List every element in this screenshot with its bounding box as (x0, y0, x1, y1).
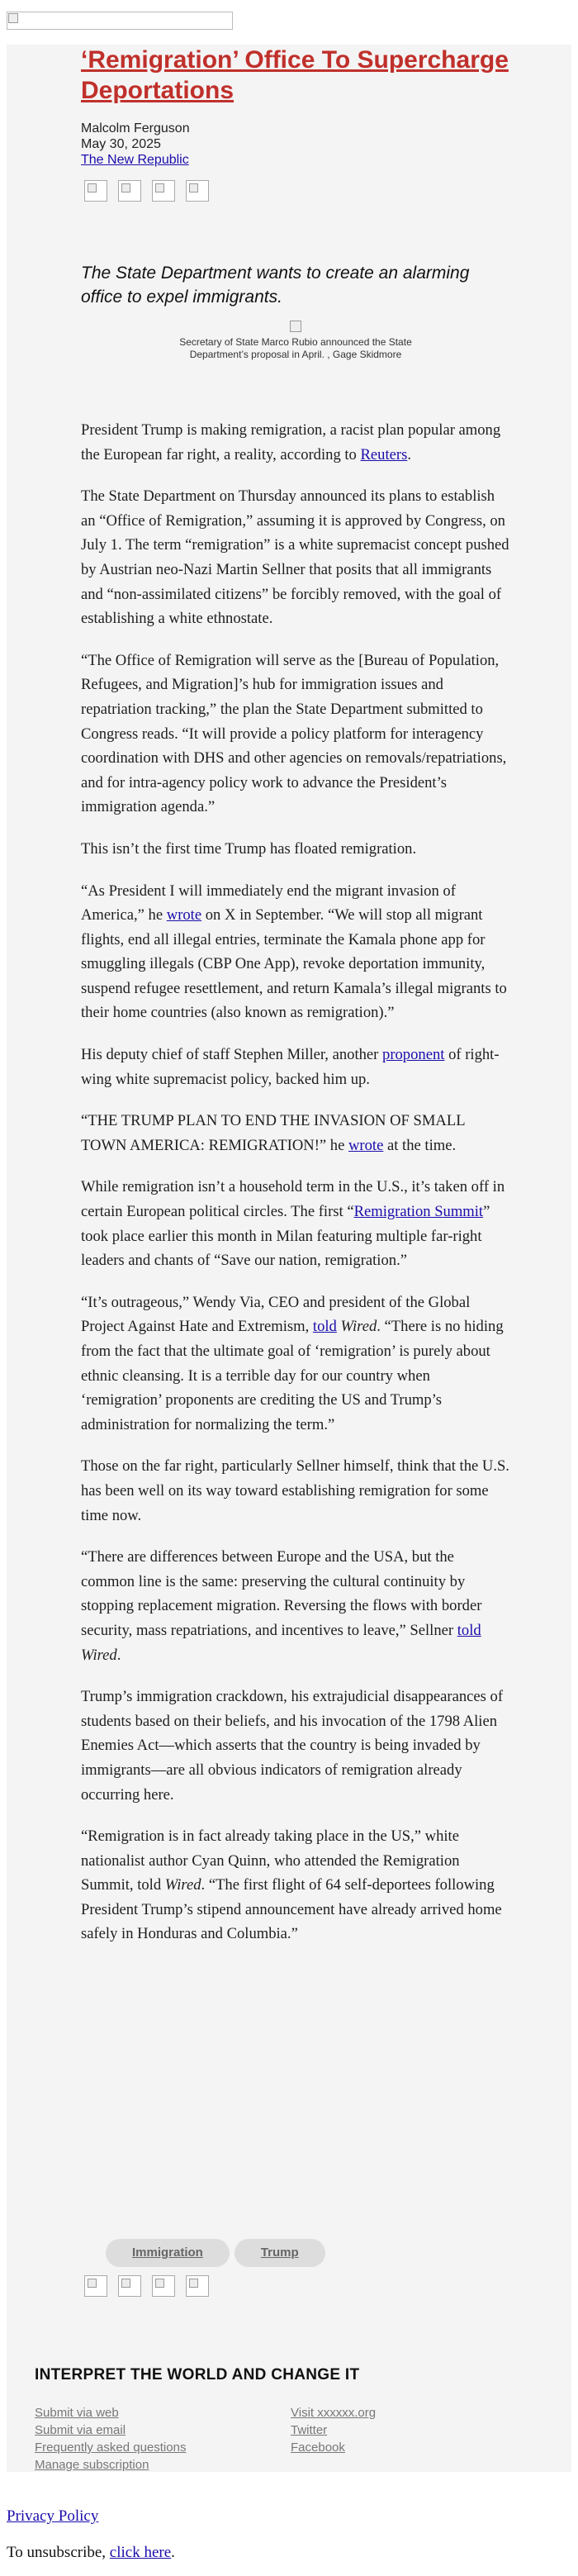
image-caption: Secretary of State Marco Rubio announced the State Department’s proposal in April. , Gage Skidmore (179, 336, 412, 360)
paragraph: “Remigration is in fact already taking place in the US,” white nationalist author Cyan Quinn, who attended the Remigration Summit, told Wired. “The first flight of 64 self-deportees following President Trump’s stipend announcement have already arrived home safely in Honduras and Columbia.” (81, 1827, 502, 1943)
tag-immigration[interactable]: Immigration (106, 2239, 230, 2267)
paragraph: This isn’t the first time Trump has floated remigration. (81, 839, 417, 858)
footer-title: INTERPRET THE WORLD AND CHANGE IT (35, 2366, 360, 2384)
twitter-link[interactable]: Twitter (291, 2423, 328, 2437)
unsubscribe-link[interactable]: click here (109, 2544, 172, 2561)
paragraph: President Trump is making remigration, a racist plan popular among the European far right, a reality, according to Reuters. (81, 421, 501, 463)
share-icon[interactable] (152, 180, 175, 202)
wrote-link[interactable]: wrote (166, 906, 202, 924)
privacy-policy-link[interactable]: Privacy Policy (7, 2507, 99, 2525)
footer-links-left (35, 2404, 291, 2474)
share-icons-top (84, 180, 209, 202)
share-icon[interactable] (186, 2275, 209, 2297)
privacy-row (7, 2507, 98, 2526)
faq-link[interactable]: Frequently asked questions (35, 2441, 187, 2455)
footer-links-right (291, 2404, 547, 2474)
visit-site-link[interactable]: Visit xxxxxx.org (291, 2406, 377, 2420)
reuters-link[interactable]: Reuters (360, 445, 408, 463)
remigration-summit-link[interactable]: Remigration Summit (353, 1203, 484, 1221)
proponent-link[interactable]: proponent (382, 1046, 445, 1064)
submit-web-link[interactable]: Submit via web (35, 2406, 119, 2420)
paragraph: “It’s outrageous,” Wendy Via, CEO and president of the Global Project Against Hate and Extremism, told Wired. “There is no hiding from the fact that the ultimate goal of ‘remigration’ is purely about ethnic cleansing. It is a terrible day for our country when ‘remigration’ proponents are crediting the US and Trump’s administration for normalizing the term.” (81, 1293, 504, 1433)
paragraph: “THE TRUMP PLAN TO END THE INVASION OF SMALL TOWN AMERICA: REMIGRATION!” he wrote at the time. (81, 1112, 465, 1154)
publish-date: May 30, 2025 (81, 137, 161, 151)
told-link[interactable]: told (312, 1318, 337, 1336)
told-link[interactable]: told (457, 1621, 481, 1639)
share-icon[interactable] (84, 180, 107, 202)
publication-link[interactable]: The New Republic (81, 153, 189, 167)
tag-trump[interactable]: Trump (235, 2239, 325, 2267)
paragraph: “The Office of Remigration will serve as the [Bureau of Population, Refugees, and Migration]’s hub for immigration issues and repatriation tracking,” the plan the State Department submitted to Congress reads. “It will provide a policy platform for interagency coordination with DHS and other agencies on removals/repatriations, and for intra-agency policy work to advance the President’s immigration agenda.” (81, 651, 507, 816)
newsletter-footer (35, 2366, 547, 2474)
article-meta (81, 121, 190, 168)
article-body (81, 418, 510, 1964)
article-image (172, 321, 419, 361)
paragraph: His deputy chief of staff Stephen Miller, another proponent of right-wing white supremacist policy, backed him up. (81, 1046, 500, 1088)
paragraph: While remigration isn’t a household term in the U.S., it’s taken off in certain European political circles. The first “Remigration Summit” took place earlier this month in Milan featuring multiple far-right leaders and chants of “Save our nation, remigration.” (81, 1178, 505, 1270)
newsletter-logo[interactable] (7, 12, 233, 30)
wrote-link[interactable]: wrote (348, 1136, 384, 1154)
facebook-link[interactable]: Facebook (291, 2441, 345, 2455)
paragraph: “As President I will immediately end the migrant invasion of America,” he wrote on X in September. “We will stop all migrant flights, end all illegal entries, terminate the Kamala phone app for smuggling illegals (CBP One App), revoke deportation immunity, suspend refugee resettlement, and return Kamala’s illegal migrants to their home countries (also known as remigration).” (81, 882, 507, 1022)
article-dek: The State Department wants to create an alarming office to expel immigrants. (81, 264, 470, 307)
article-title[interactable]: ‘Remigration’ Office To Supercharge Deportations (81, 46, 509, 104)
submit-email-link[interactable]: Submit via email (35, 2423, 126, 2437)
tag-list (106, 2239, 325, 2267)
manage-subscription-link[interactable]: Manage subscription (35, 2458, 149, 2472)
share-icon[interactable] (118, 180, 141, 202)
paragraph: Trump’s immigration crackdown, his extrajudicial disappearances of students based on their beliefs, and his invocation of the 1798 Alien Enemies Act—which asserts that the country is being invaded by immigrants—are all obvious indicators of remigration already occurring here. (81, 1688, 504, 1804)
author-name: Malcolm Ferguson (81, 121, 190, 135)
broken-image-icon (290, 321, 301, 332)
share-icon[interactable] (84, 2275, 107, 2297)
paragraph: The State Department on Thursday announced its plans to establish an “Office of Remigration,” assuming it is approved by Congress, on July 1. The term “remigration” is a white supremacist concept pushed by Austrian neo-Nazi Martin Sellner that posits that all immigrants and “non-assimilated citizens” be forcibly removed, with the goal of establishing a white ethnostate. (81, 487, 509, 628)
share-icon[interactable] (152, 2275, 175, 2297)
share-icon[interactable] (118, 2275, 141, 2297)
share-icons-bottom (84, 2275, 209, 2297)
share-icon[interactable] (186, 180, 209, 202)
paragraph: “There are differences between Europe and the USA, but the common line is the same: preserving the cultural continuity by stopping replacement migration. Reversing the flows with border security, mass repatriations, and incentives to leave,” Sellner told Wired. (81, 1548, 482, 1664)
paragraph: Those on the far right, particularly Sellner himself, think that the U.S. has been well on its way toward establishing remigration for some time now. (81, 1457, 509, 1524)
broken-image-icon (8, 13, 18, 23)
unsubscribe-row: To unsubscribe, click here. (7, 2544, 175, 2561)
article-card (7, 45, 571, 2472)
